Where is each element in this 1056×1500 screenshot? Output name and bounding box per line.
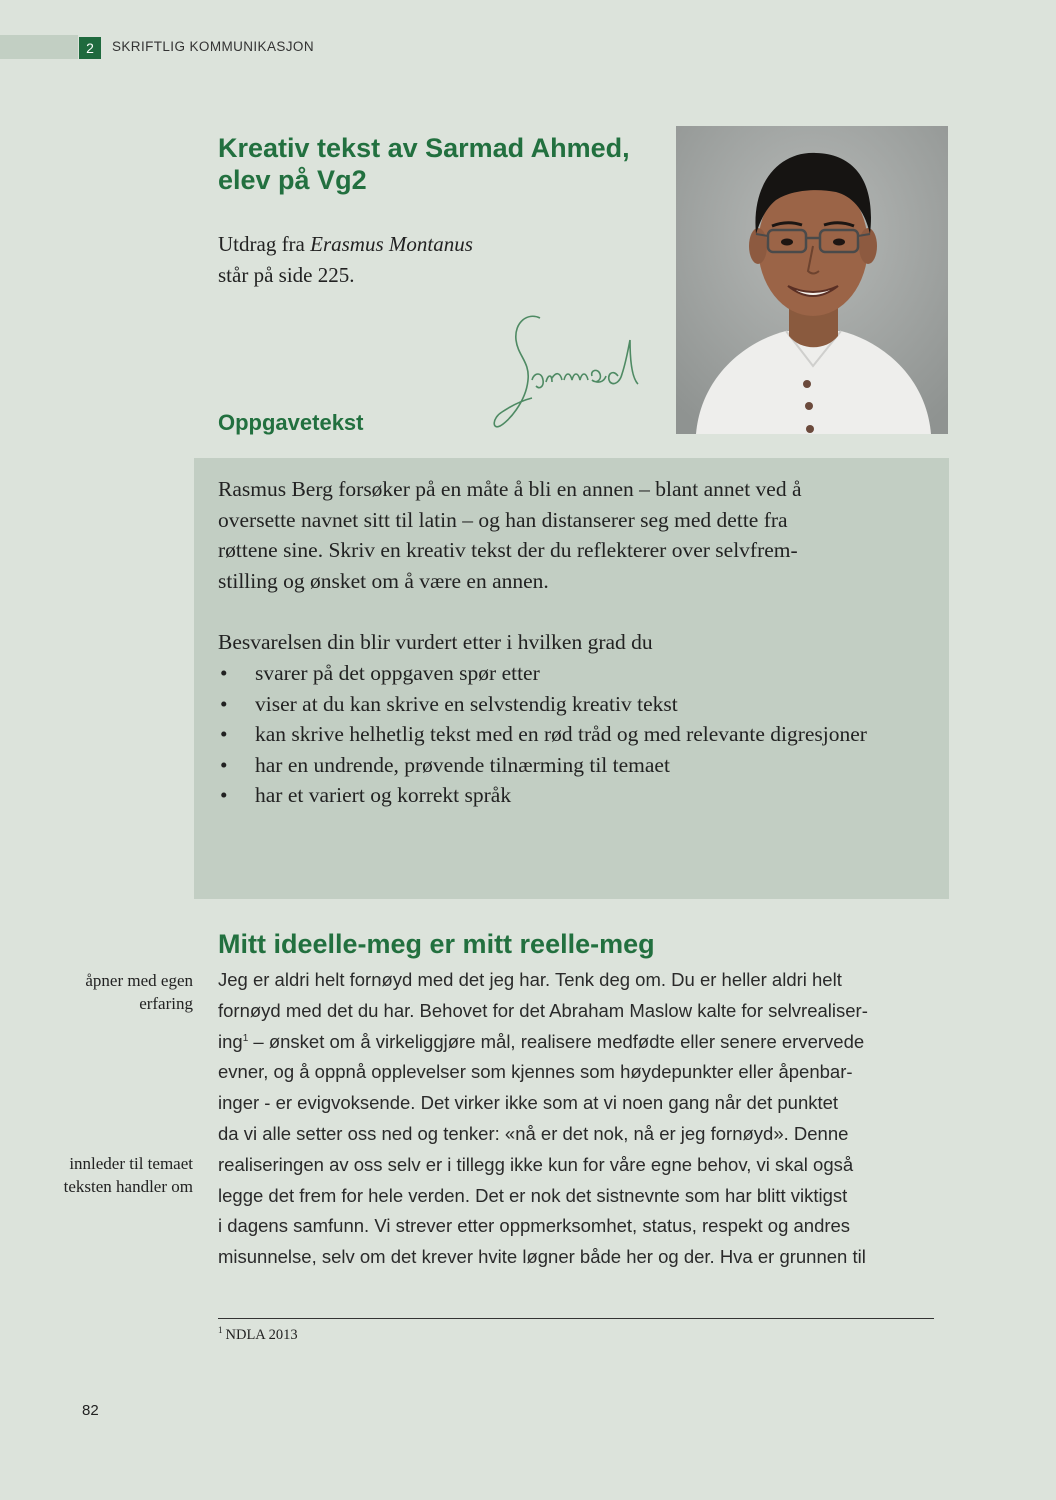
criteria-item: • har en undrende, prøvende tilnærming til temaet	[218, 750, 918, 781]
essay-line: realiseringen av oss selv er i tillegg ikke kun for våre egne behov, vi skal også	[218, 1153, 854, 1175]
essay-line	[218, 1027, 948, 1058]
margin-note-line: åpner med egen	[85, 971, 193, 990]
essay-line: evner, og å oppnå opplevelser som kjennes som høydepunkter eller åpenbar-	[218, 1061, 853, 1083]
article-heading	[218, 132, 658, 196]
footnote	[218, 1325, 298, 1344]
essay-body	[218, 965, 948, 1273]
task-box	[194, 458, 949, 899]
essay-line-start: ing	[218, 1030, 243, 1052]
page-number: 82	[82, 1402, 99, 1419]
task-line: stilling og ønsket om å være en annen.	[218, 568, 549, 593]
criteria-intro: Besvarelsen din blir vurdert etter i hvilken grad du	[218, 630, 653, 654]
student-portrait-photo	[676, 126, 948, 434]
excerpt-work-title: Erasmus Montanus	[310, 232, 473, 256]
task-heading: Oppgavetekst	[218, 410, 364, 435]
essay-line-end: – ønsket om å virkeliggjøre mål, realisere medfødte eller senere ervervede	[248, 1030, 865, 1052]
task-line: røttene sine. Skriv en kreativ tekst der du reflekterer over selvfrem-	[218, 538, 798, 562]
essay-title: Mitt ideelle-meg er mitt reelle-meg	[218, 929, 655, 959]
criteria-list	[218, 658, 918, 811]
task-text	[218, 474, 918, 596]
margin-note-line: teksten handler om	[63, 1176, 193, 1196]
task-line: oversette navnet sitt til latin – og han distanserer seg med dette fra	[218, 507, 788, 532]
margin-note-theme	[20, 1153, 193, 1198]
chapter-title: SKRIFTLIG KOMMUNIKASJON	[112, 39, 314, 54]
header-color-band	[0, 35, 78, 59]
criteria-item: • viser at du kan skrive en selvstendig kreativ tekst	[218, 689, 918, 720]
article-heading-line2: elev på Vg2	[218, 165, 367, 195]
excerpt-suffix: står på side 225.	[218, 263, 355, 287]
essay-line: legge det frem for hele verden. Det er nok det sistnevnte som har blitt viktigst	[218, 1184, 848, 1206]
essay-line: i dagens samfunn. Vi strever etter oppmerksomhet, status, respekt og andres	[218, 1215, 851, 1237]
criteria-item: • svarer på det oppgaven spør etter	[218, 658, 918, 689]
signature	[488, 310, 648, 435]
footnote-divider	[218, 1318, 934, 1319]
criteria-item: • har et variert og korrekt språk	[218, 780, 918, 811]
essay-line: fornøyd med det du har. Behovet for det Abraham Maslow kalte for selvrealiser-	[218, 999, 868, 1021]
excerpt-prefix: Utdrag fra	[218, 232, 311, 256]
chapter-number-badge: 2	[79, 37, 101, 59]
margin-note-opening	[20, 970, 193, 1015]
essay-line: misunnelse, selv om det krever hvite løgner både her og der. Hva er grunnen til	[218, 1246, 866, 1268]
margin-note-line: innleder til temaet	[69, 1154, 193, 1173]
essay-line: Jeg er aldri helt fornøyd med det jeg har. Tenk deg om. Du er heller aldri helt	[218, 969, 842, 990]
criteria-item: • kan skrive helhetlig tekst med en rød tråd og med relevante digresjoner	[218, 719, 918, 750]
article-heading-line1: Kreativ tekst av Sarmad Ahmed,	[218, 133, 630, 163]
essay-line: da vi alle setter oss ned og tenker: «nå er det nok, nå er jeg fornøyd». Denne	[218, 1122, 849, 1144]
margin-note-line: erfaring	[139, 993, 193, 1013]
excerpt-reference	[218, 229, 638, 291]
essay-line: inger - er evigvoksende. Det virker ikke som at vi noen gang når det punktet	[218, 1092, 839, 1114]
footnote-text: NDLA 2013	[225, 1326, 298, 1343]
task-line: Rasmus Berg forsøker på en måte å bli en annen – blant annet ved å	[218, 477, 802, 501]
footnote-reference: 1	[242, 1032, 249, 1044]
footnote-number: 1	[218, 1325, 223, 1335]
